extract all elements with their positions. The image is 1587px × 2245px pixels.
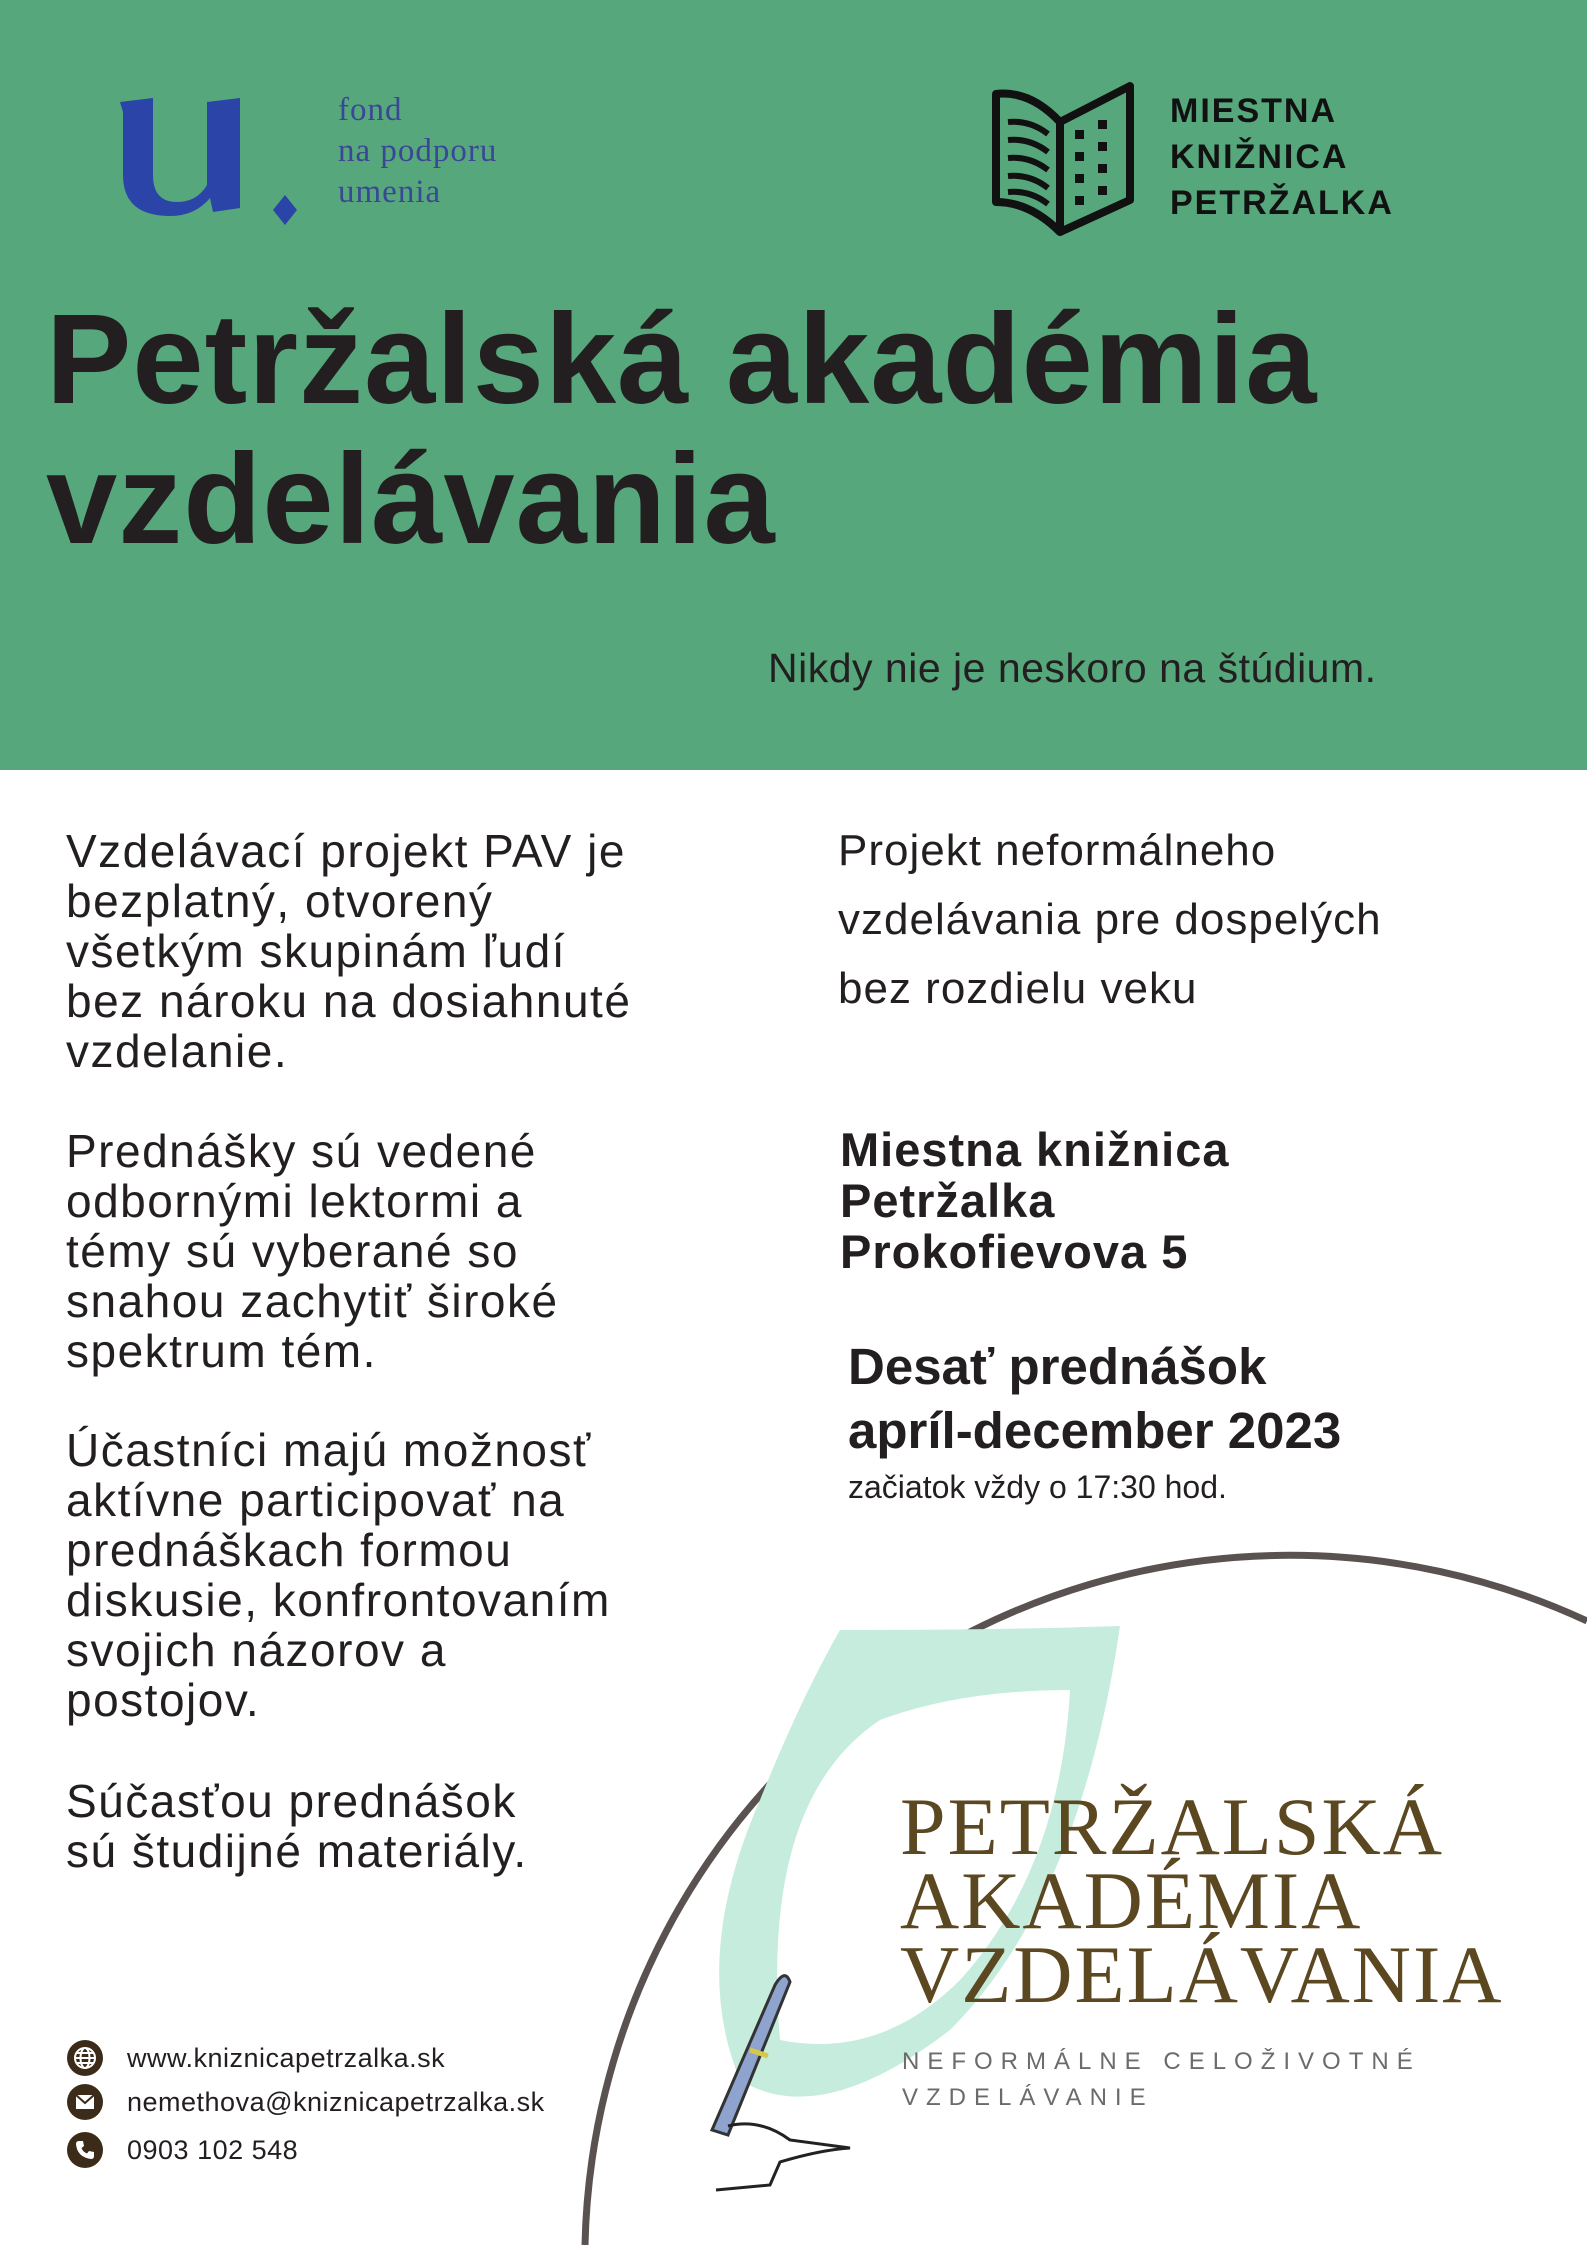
text-line: sú študijné materiály.	[66, 1825, 528, 1877]
contact-website[interactable]	[67, 2038, 545, 2078]
venue-address	[840, 1124, 1230, 1277]
title-line: vzdelávania	[46, 428, 776, 571]
start-time: začiatok vždy o 17:30 hod.	[848, 1469, 1227, 1505]
academy-subtitle-line: NEFORMÁLNE CELOŽIVOTNÉ	[902, 2048, 1421, 2075]
tagline: Nikdy nie je neskoro na štúdium.	[768, 645, 1377, 691]
contact-email[interactable]	[67, 2082, 545, 2122]
library-text-line: PETRŽALKA	[1170, 184, 1394, 222]
text-line: Projekt neformálneho	[838, 826, 1277, 875]
schedule-line: Desať prednášok	[848, 1338, 1267, 1395]
text-line: vzdelanie.	[66, 1025, 289, 1077]
contact-phone[interactable]	[67, 2130, 545, 2170]
text-line: Prednášky sú vedené	[66, 1125, 537, 1177]
library-text-line: MIESTNA	[1170, 92, 1337, 130]
text-line: témy sú vyberané so	[66, 1225, 519, 1277]
paragraph-free-project	[66, 826, 631, 1076]
text-line: vzdelávania pre dospelých	[838, 895, 1382, 944]
academy-subtitle-line: VZDELÁVANIE	[902, 2084, 1154, 2111]
schedule	[848, 1335, 1341, 1463]
academy-logo-line: VZDELÁVANIA	[900, 1929, 1504, 2020]
academy-logo-line: AKADÉMIA	[900, 1855, 1363, 1946]
text-line: diskusie, konfrontovaním	[66, 1574, 611, 1626]
fund-text-line: fond	[338, 92, 403, 128]
website-link[interactable]: www.kniznicapetrzalka.sk	[127, 2042, 446, 2073]
address-line: Miestna knižnica	[840, 1123, 1230, 1176]
academy-logo-line: PETRŽALSKÁ	[900, 1781, 1444, 1872]
phone-icon	[67, 2132, 103, 2168]
paragraph-lectures	[66, 1126, 559, 1376]
address-line: Petržalka	[840, 1174, 1056, 1227]
text-line: spektrum tém.	[66, 1325, 377, 1377]
text-line: odbornými lektormi a	[66, 1175, 523, 1227]
fund-text-line: na podporu	[338, 133, 498, 169]
text-line: aktívne participovať na	[66, 1474, 566, 1526]
phone-number[interactable]: 0903 102 548	[127, 2134, 299, 2165]
academy-logo-text	[900, 1781, 1504, 2020]
text-line: všetkým skupinám ľudí	[66, 925, 566, 977]
text-line: Súčasťou prednášok	[66, 1775, 517, 1827]
paragraph-materials	[66, 1776, 528, 1876]
mail-icon	[67, 2084, 103, 2120]
title-line: Petržalská akadémia	[46, 288, 1318, 431]
text-line: snahou zachytiť široké	[66, 1275, 559, 1327]
text-line: bez nároku na dosiahnuté	[66, 975, 632, 1027]
schedule-line: apríl-december 2023	[848, 1402, 1342, 1459]
paragraph-participants	[66, 1425, 611, 1725]
academy-logo-subtitle	[902, 2044, 1421, 2116]
address-line: Prokofievova 5	[840, 1225, 1189, 1278]
text-line: postojov.	[66, 1674, 261, 1726]
project-intro	[838, 816, 1382, 1023]
text-line: prednáškach formou	[66, 1524, 513, 1576]
email-link[interactable]: nemethova@kniznicapetrzalka.sk	[127, 2086, 545, 2117]
text-line: bezplatný, otvorený	[66, 875, 494, 927]
globe-icon	[67, 2040, 103, 2076]
contact-list	[67, 2038, 545, 2170]
library-text-line: KNIŽNICA	[1170, 138, 1349, 176]
fund-text-line: umenia	[338, 174, 442, 210]
text-line: Vzdelávací projekt PAV je	[66, 825, 626, 877]
text-line: Účastníci majú možnosť	[66, 1424, 592, 1476]
text-line: svojich názorov a	[66, 1624, 447, 1676]
text-line: bez rozdielu veku	[838, 964, 1198, 1013]
